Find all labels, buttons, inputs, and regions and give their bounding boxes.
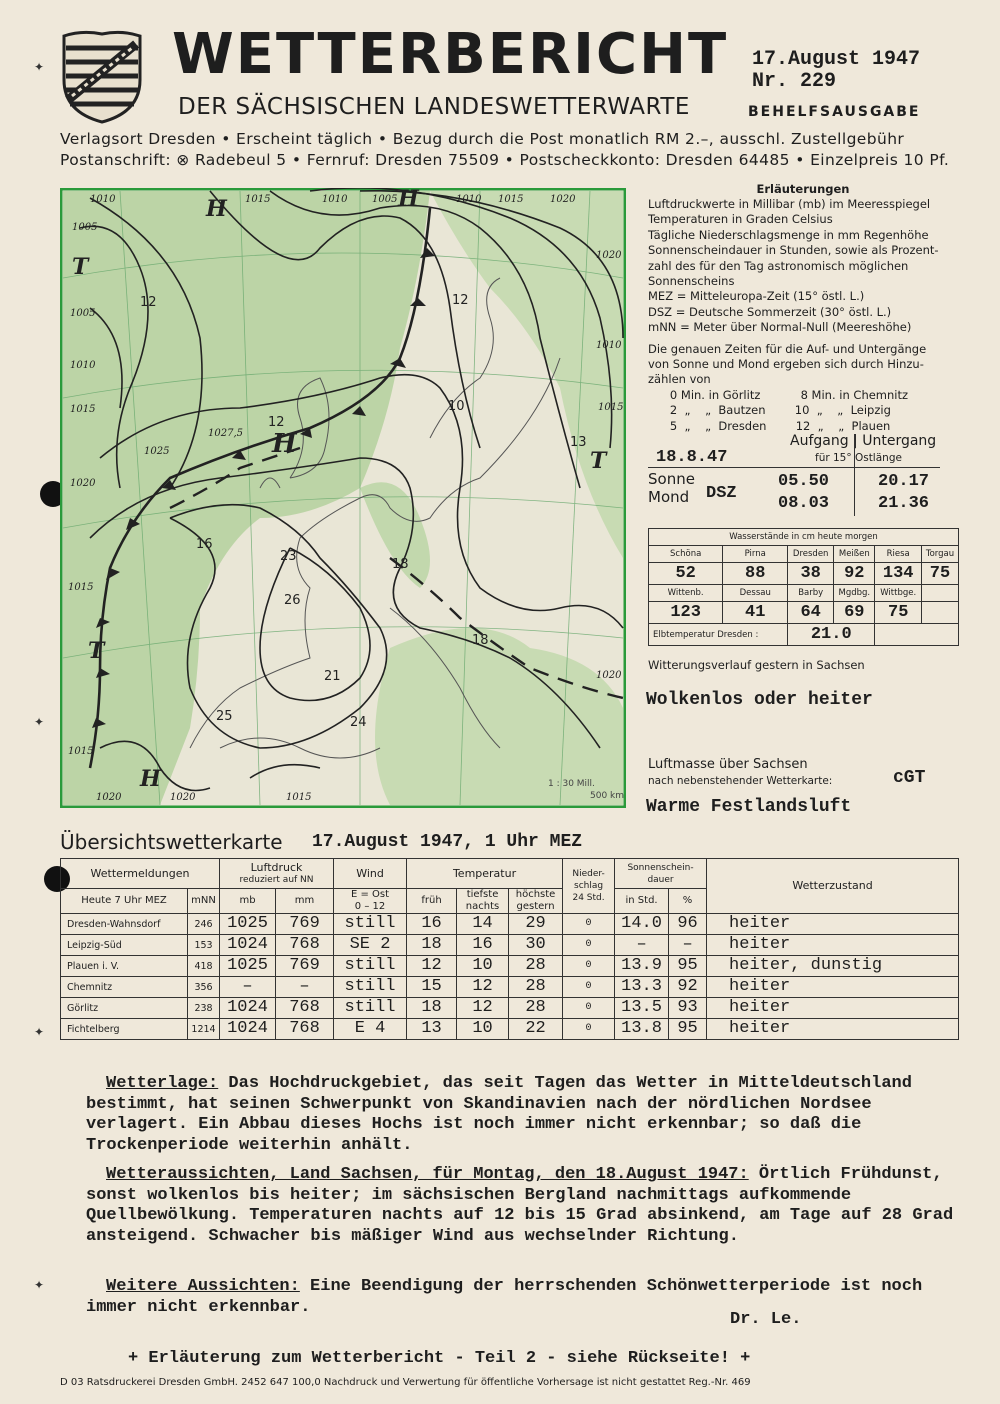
margin-mark: ✦ — [34, 60, 45, 74]
table-row — [61, 1019, 959, 1040]
col-mb: mb — [220, 889, 276, 914]
margin-mark: ✦ — [34, 715, 45, 729]
isobar-label: 1010 — [456, 194, 482, 205]
high-pressure-symbol: H — [140, 766, 161, 792]
isobar-label: 1020 — [70, 478, 96, 489]
air-mass-title: Luftmasse über Sachsen — [648, 757, 808, 772]
explanation-line: Temperaturen in Graden Celsius — [648, 212, 833, 227]
wind-scale-2: 0 – 12 — [354, 901, 386, 912]
wind-value: still — [334, 977, 407, 998]
station-temp: 23 — [280, 549, 297, 564]
temp-min: 12 — [457, 977, 509, 998]
pressure-subtitle: reduziert auf NN — [239, 874, 314, 885]
temp-early: 18 — [407, 935, 457, 956]
overview-date: 17.August 1947, 1 Uhr MEZ — [312, 832, 583, 852]
pressure-mb: – — [220, 977, 276, 998]
sun-hours: 13.9 — [615, 956, 669, 977]
gauge-value: 52 — [649, 563, 723, 585]
issue-number: Nr. 229 — [752, 70, 837, 93]
gauge-value: 123 — [649, 602, 723, 624]
saxony-coat-of-arms — [62, 30, 142, 124]
sun-label: Sonne — [648, 470, 695, 488]
weather-course-title: Witterungsverlauf gestern in Sachsen — [648, 658, 865, 672]
pressure-mm: 769 — [276, 914, 334, 935]
explanation-line: Sonnenscheins — [648, 274, 735, 289]
pressure-mm: 768 — [276, 998, 334, 1019]
isobar-label: 1020 — [596, 670, 622, 681]
rise-set-header: Aufgang | Untergang — [790, 433, 937, 449]
col-precip — [563, 859, 615, 914]
wind-value: E 4 — [334, 1019, 407, 1040]
rise-set-subheader: für 15° Ostlänge — [815, 452, 902, 464]
gauge-label: Pirna — [723, 546, 788, 563]
sun-percent: 96 — [669, 914, 707, 935]
temp-min: 16 — [457, 935, 509, 956]
station-elevation: 153 — [188, 935, 220, 956]
station-temp: 18 — [392, 557, 409, 572]
high-pressure-symbol: H — [398, 188, 419, 212]
station-name: Fichtelberg — [61, 1019, 188, 1040]
wind-value: still — [334, 914, 407, 935]
station-name: Plauen i. V. — [61, 956, 188, 977]
station-elevation: 238 — [188, 998, 220, 1019]
sun-percent: 92 — [669, 977, 707, 998]
sun-hours: 13.8 — [615, 1019, 669, 1040]
low-pressure-symbol: T — [88, 638, 105, 664]
outlook — [86, 1277, 966, 1318]
gauge-value: 38 — [788, 563, 834, 585]
gauge-label: Dessau — [723, 585, 788, 602]
gauge-label: Riesa — [875, 546, 922, 563]
col-condition: Wetterzustand — [707, 859, 959, 914]
explanation-line: zahl des für den Tag astronomisch möglichen — [648, 258, 909, 273]
high-pressure-symbol: H — [206, 196, 227, 222]
gauge-label: Schöna — [649, 546, 723, 563]
pressure-mb: 1024 — [220, 935, 276, 956]
weather-situation-text: Das Hochdruckgebiet, das seit Tagen das Wetter in Mitteldeutschland bestimmt, hat seinen Schwerpunkt von Skandinavien nach der nördlichen Nordsee verlagert. Ein Abbau dieses Hochs ist noch immer nicht erkennbar; so daß die Trockenperiode weiterhin anhält. — [86, 1074, 912, 1155]
temp-min: 14 — [457, 914, 509, 935]
gauge-value: 41 — [723, 602, 788, 624]
temp-max: 22 — [509, 1019, 563, 1040]
explanation-line: 0 Min. in Görlitz 8 Min. in Chemnitz — [648, 387, 909, 402]
station-temp: 13 — [570, 435, 587, 450]
pressure-mm: – — [276, 977, 334, 998]
explanation-line: von Sonne und Mond ergeben sich durch Hinzu- — [648, 357, 924, 372]
gauge-value: 92 — [834, 563, 875, 585]
precip-value: 0 — [563, 914, 615, 935]
gauge-value — [922, 602, 959, 624]
precip-title: Nieder-schlag — [572, 869, 605, 891]
isobar-label: 1015 — [286, 792, 312, 803]
col-temp-min: tiefste nachts — [457, 889, 509, 914]
isobar-label: 1020 — [170, 792, 196, 803]
station-temp: 21 — [324, 669, 341, 684]
outlook-text: Eine Beendigung der herrschenden Schönwetterperiode ist noch immer nicht erkennbar. — [86, 1277, 923, 1317]
wind-scale-1: E = Ost — [350, 889, 390, 900]
temp-min: 10 — [457, 956, 509, 977]
temp-max: 28 — [509, 998, 563, 1019]
temp-early: 15 — [407, 977, 457, 998]
gauge-value: 75 — [922, 563, 959, 585]
rise-set-underline — [648, 467, 940, 468]
station-name: Chemnitz — [61, 977, 188, 998]
col-wind-scale — [334, 889, 407, 914]
moon-label: Mond — [648, 488, 690, 506]
condition-value: heiter — [707, 914, 959, 935]
pressure-mm: 769 — [276, 956, 334, 977]
timezone-label: DSZ — [706, 484, 737, 503]
isobar-label: 1027,5 — [208, 428, 243, 439]
gauge-label: Dresden — [788, 546, 834, 563]
gauge-value: 64 — [788, 602, 834, 624]
col-temp-max: höchste gestern — [509, 889, 563, 914]
gauge-value: 88 — [723, 563, 788, 585]
station-elevation: 1214 — [188, 1019, 220, 1040]
col-wind: Wind — [334, 859, 407, 889]
margin-mark: ✦ — [34, 1278, 45, 1292]
col-stations: Wettermeldungen — [61, 859, 220, 889]
isobar-label: 1015 — [70, 404, 96, 415]
station-temp: 10 — [448, 399, 465, 414]
gauge-label: Meißen — [834, 546, 875, 563]
isobar-label: 1005 — [372, 194, 398, 205]
publication-info: Verlagsort Dresden • Erscheint täglich • Bezug durch die Post monatlich RM 2.–, ausschl. Zustellgebühr — [60, 130, 905, 148]
gauge-label: Mgdbg. — [834, 585, 875, 602]
col-mm: mm — [276, 889, 334, 914]
station-temp: 25 — [216, 709, 233, 724]
isobar-label: 1005 — [70, 308, 96, 319]
sun-hours: 13.3 — [615, 977, 669, 998]
table-row — [61, 935, 959, 956]
station-temp: 16 — [196, 537, 213, 552]
explanation-line: Luftdruckwerte in Millibar (mb) im Meeresspiegel — [648, 197, 931, 211]
gauge-label: Wittbge. — [875, 585, 922, 602]
pressure-mb: 1025 — [220, 956, 276, 977]
signature: Dr. Le. — [730, 1310, 802, 1329]
wind-value: still — [334, 998, 407, 1019]
air-mass-subtitle: nach nebenstehender Wetterkarte: — [648, 775, 833, 787]
station-name: Leipzig-Süd — [61, 935, 188, 956]
sun-hours: 14.0 — [615, 914, 669, 935]
sun-percent: 95 — [669, 956, 707, 977]
explanation-line: 5 „ „ Dresden 12 „ „ Plauen — [648, 418, 891, 433]
observations-table — [60, 858, 958, 1054]
station-name: Dresden-Wahnsdorf — [61, 914, 188, 935]
station-temp: 26 — [284, 593, 301, 608]
isobar-label: 1020 — [550, 194, 576, 205]
pressure-mb: 1024 — [220, 1019, 276, 1040]
col-sun-pct: % — [669, 889, 707, 914]
explanation-line: Sonnenscheindauer in Stunden, sowie als Prozent- — [648, 243, 939, 258]
station-temp: 24 — [350, 715, 367, 730]
temp-min: 12 — [457, 998, 509, 1019]
gauge-value: 134 — [875, 563, 922, 585]
explanation-line: zählen von — [648, 372, 711, 387]
station-temp: 12 — [140, 295, 157, 310]
isobar-label: 1010 — [322, 194, 348, 205]
low-pressure-symbol: T — [590, 448, 607, 474]
isobar-label: 1015 — [68, 582, 94, 593]
rise-set-date: 18.8.47 — [656, 448, 728, 467]
precip-value: 0 — [563, 1019, 615, 1040]
temp-early: 16 — [407, 914, 457, 935]
isobar-label: 1015 — [498, 194, 524, 205]
rise-set-divider — [854, 434, 855, 516]
temp-min: 10 — [457, 1019, 509, 1040]
empty-cell — [875, 624, 959, 646]
pressure-mm: 768 — [276, 935, 334, 956]
overview-heading: Übersichtswetterkarte — [60, 830, 283, 854]
col-temp-early: früh — [407, 889, 457, 914]
moon-set: 21.36 — [878, 494, 930, 513]
table-row — [61, 914, 959, 935]
temp-early: 13 — [407, 1019, 457, 1040]
col-pressure — [220, 859, 334, 889]
printer-line: D 03 Ratsdruckerei Dresden GmbH. 2452 647 100,0 Nachdruck und Verwertung für öffentliche Vorhersage ist nicht gestattet Reg.-Nr. 469 — [60, 1377, 751, 1388]
gauge-value: 75 — [875, 602, 922, 624]
wind-value: SE 2 — [334, 935, 407, 956]
temp-max: 29 — [509, 914, 563, 935]
precip-value: 0 — [563, 956, 615, 977]
table-row — [61, 956, 959, 977]
air-mass-code: cGT — [893, 768, 926, 788]
temp-max: 28 — [509, 977, 563, 998]
isobar-label: 1015 — [598, 402, 624, 413]
pressure-title: Luftdruck — [250, 860, 303, 874]
moon-rise: 08.03 — [778, 494, 830, 513]
forecast-text: Örtlich Frühdunst, sonst wolkenlos bis heiter; im sächsischen Bergland nachmittags aufkommende Quellbewölkung. Temperaturen nachts auf 12 bis 15 Grad absinkend, am Tage auf 28 Grad ansteigend. Schwacher bis mäßiger Wind aus wechselnder Richtung. — [86, 1165, 954, 1246]
weather-course-value: Wolkenlos oder heiter — [646, 690, 873, 710]
sun-percent: 93 — [669, 998, 707, 1019]
wind-value: still — [334, 956, 407, 977]
temp-max: 28 — [509, 956, 563, 977]
explanations-list — [648, 197, 958, 434]
explanation-line: DSZ = Deutsche Sommerzeit (30° östl. L.) — [648, 304, 892, 319]
elbe-temp-value: 21.0 — [788, 624, 875, 646]
sun-set: 20.17 — [878, 472, 930, 491]
condition-value: heiter — [707, 998, 959, 1019]
air-mass-value: Warme Festlandsluft — [646, 797, 852, 817]
gauge-value: 69 — [834, 602, 875, 624]
newspaper-subtitle: DER SÄCHSISCHEN LANDESWETTERWARTE — [178, 94, 690, 120]
col-time: Heute 7 Uhr MEZ — [61, 889, 188, 914]
explanation-line: MEZ = Mitteleuropa-Zeit (15° östl. L.) — [648, 289, 865, 304]
condition-value: heiter — [707, 1019, 959, 1040]
pressure-mb: 1025 — [220, 914, 276, 935]
weather-situation-label: Wetterlage: — [106, 1074, 219, 1093]
temp-early: 12 — [407, 956, 457, 977]
low-pressure-symbol: T — [72, 254, 89, 280]
station-temp: 12 — [452, 293, 469, 308]
isobar-label: 1015 — [245, 194, 271, 205]
isobar-label: 1005 — [72, 222, 98, 233]
forecast-label: Wetteraussichten, Land Sachsen, für Montag, den 18.August 1947: — [106, 1165, 749, 1184]
isobar-label: 1015 — [68, 746, 94, 757]
weather-situation — [86, 1074, 966, 1156]
newspaper-title: WETTERBERICHT — [172, 22, 729, 87]
high-pressure-symbol: H — [272, 429, 297, 459]
elbe-temp-label: Elbtemperatur Dresden : — [649, 624, 788, 646]
postal-info: Postanschrift: ⊗ Radebeul 5 • Fernruf: Dresden 75509 • Postscheckkonto: Dresden 64485 • Einzelpreis 10 Pf. — [60, 151, 950, 169]
gauge-label: Barby — [788, 585, 834, 602]
sun-percent: – — [669, 935, 707, 956]
precip-value: 0 — [563, 935, 615, 956]
water-levels-title: Wasserstände in cm heute morgen — [649, 529, 959, 546]
sun-hours: 13.5 — [615, 998, 669, 1019]
issue-date: 17.August 1947 — [752, 48, 921, 71]
isobar-label: 1010 — [596, 340, 622, 351]
col-temperature: Temperatur — [407, 859, 563, 889]
condition-value: heiter — [707, 935, 959, 956]
explanation-line: Tägliche Niederschlagsmenge in mm Regenhöhe — [648, 227, 929, 242]
edition-label: BEHELFSAUSGABE — [748, 104, 921, 120]
precip-value: 0 — [563, 998, 615, 1019]
station-name: Görlitz — [61, 998, 188, 1019]
explanation-line: Die genauen Zeiten für die Auf- und Untergänge — [648, 341, 927, 356]
sun-hours: – — [615, 935, 669, 956]
explanation-line: 2 „ „ Bautzen 10 „ „ Leipzig — [648, 403, 891, 418]
station-elevation: 246 — [188, 914, 220, 935]
sun-percent: 95 — [669, 1019, 707, 1040]
gauge-label — [922, 585, 959, 602]
table-row — [61, 998, 959, 1019]
isobar-label: 1010 — [70, 360, 96, 371]
precip-subtitle: 24 Std. — [572, 893, 605, 903]
water-levels-table — [648, 528, 959, 650]
isobar-label: 1020 — [96, 792, 122, 803]
pressure-mb: 1024 — [220, 998, 276, 1019]
table-row — [61, 977, 959, 998]
precip-value: 0 — [563, 977, 615, 998]
explanation-line: mNN = Meter über Normal-Null (Meereshöhe) — [648, 320, 912, 335]
station-elevation: 418 — [188, 956, 220, 977]
margin-mark: ✦ — [34, 1025, 45, 1039]
isobar-label: 1020 — [596, 250, 622, 261]
sun-rise: 05.50 — [778, 472, 830, 491]
station-temp: 12 — [268, 415, 285, 430]
weather-map — [60, 188, 626, 808]
station-temp: 18 — [472, 633, 489, 648]
pressure-mm: 768 — [276, 1019, 334, 1040]
forecast — [86, 1165, 966, 1247]
condition-value: heiter, dunstig — [707, 956, 959, 977]
col-sunshine: Sonnenschein-dauer — [615, 859, 707, 889]
temp-max: 30 — [509, 935, 563, 956]
map-scale-km: 500 km — [590, 791, 625, 801]
isobar-label: 1025 — [144, 446, 170, 457]
map-scale: 1 : 30 Mill. — [548, 779, 595, 789]
col-sun-hours: in Std. — [615, 889, 669, 914]
outlook-label: Weitere Aussichten: — [106, 1277, 300, 1296]
explanations-title: Erläuterungen — [756, 182, 850, 196]
condition-value: heiter — [707, 977, 959, 998]
temp-early: 18 — [407, 998, 457, 1019]
gauge-label: Wittenb. — [649, 585, 723, 602]
gauge-label: Torgau — [922, 546, 959, 563]
col-mnn: mNN — [188, 889, 220, 914]
station-elevation: 356 — [188, 977, 220, 998]
isobar-label: 1010 — [90, 194, 116, 205]
footer-note: + Erläuterung zum Wetterbericht - Teil 2 - siehe Rückseite! + — [128, 1349, 751, 1368]
